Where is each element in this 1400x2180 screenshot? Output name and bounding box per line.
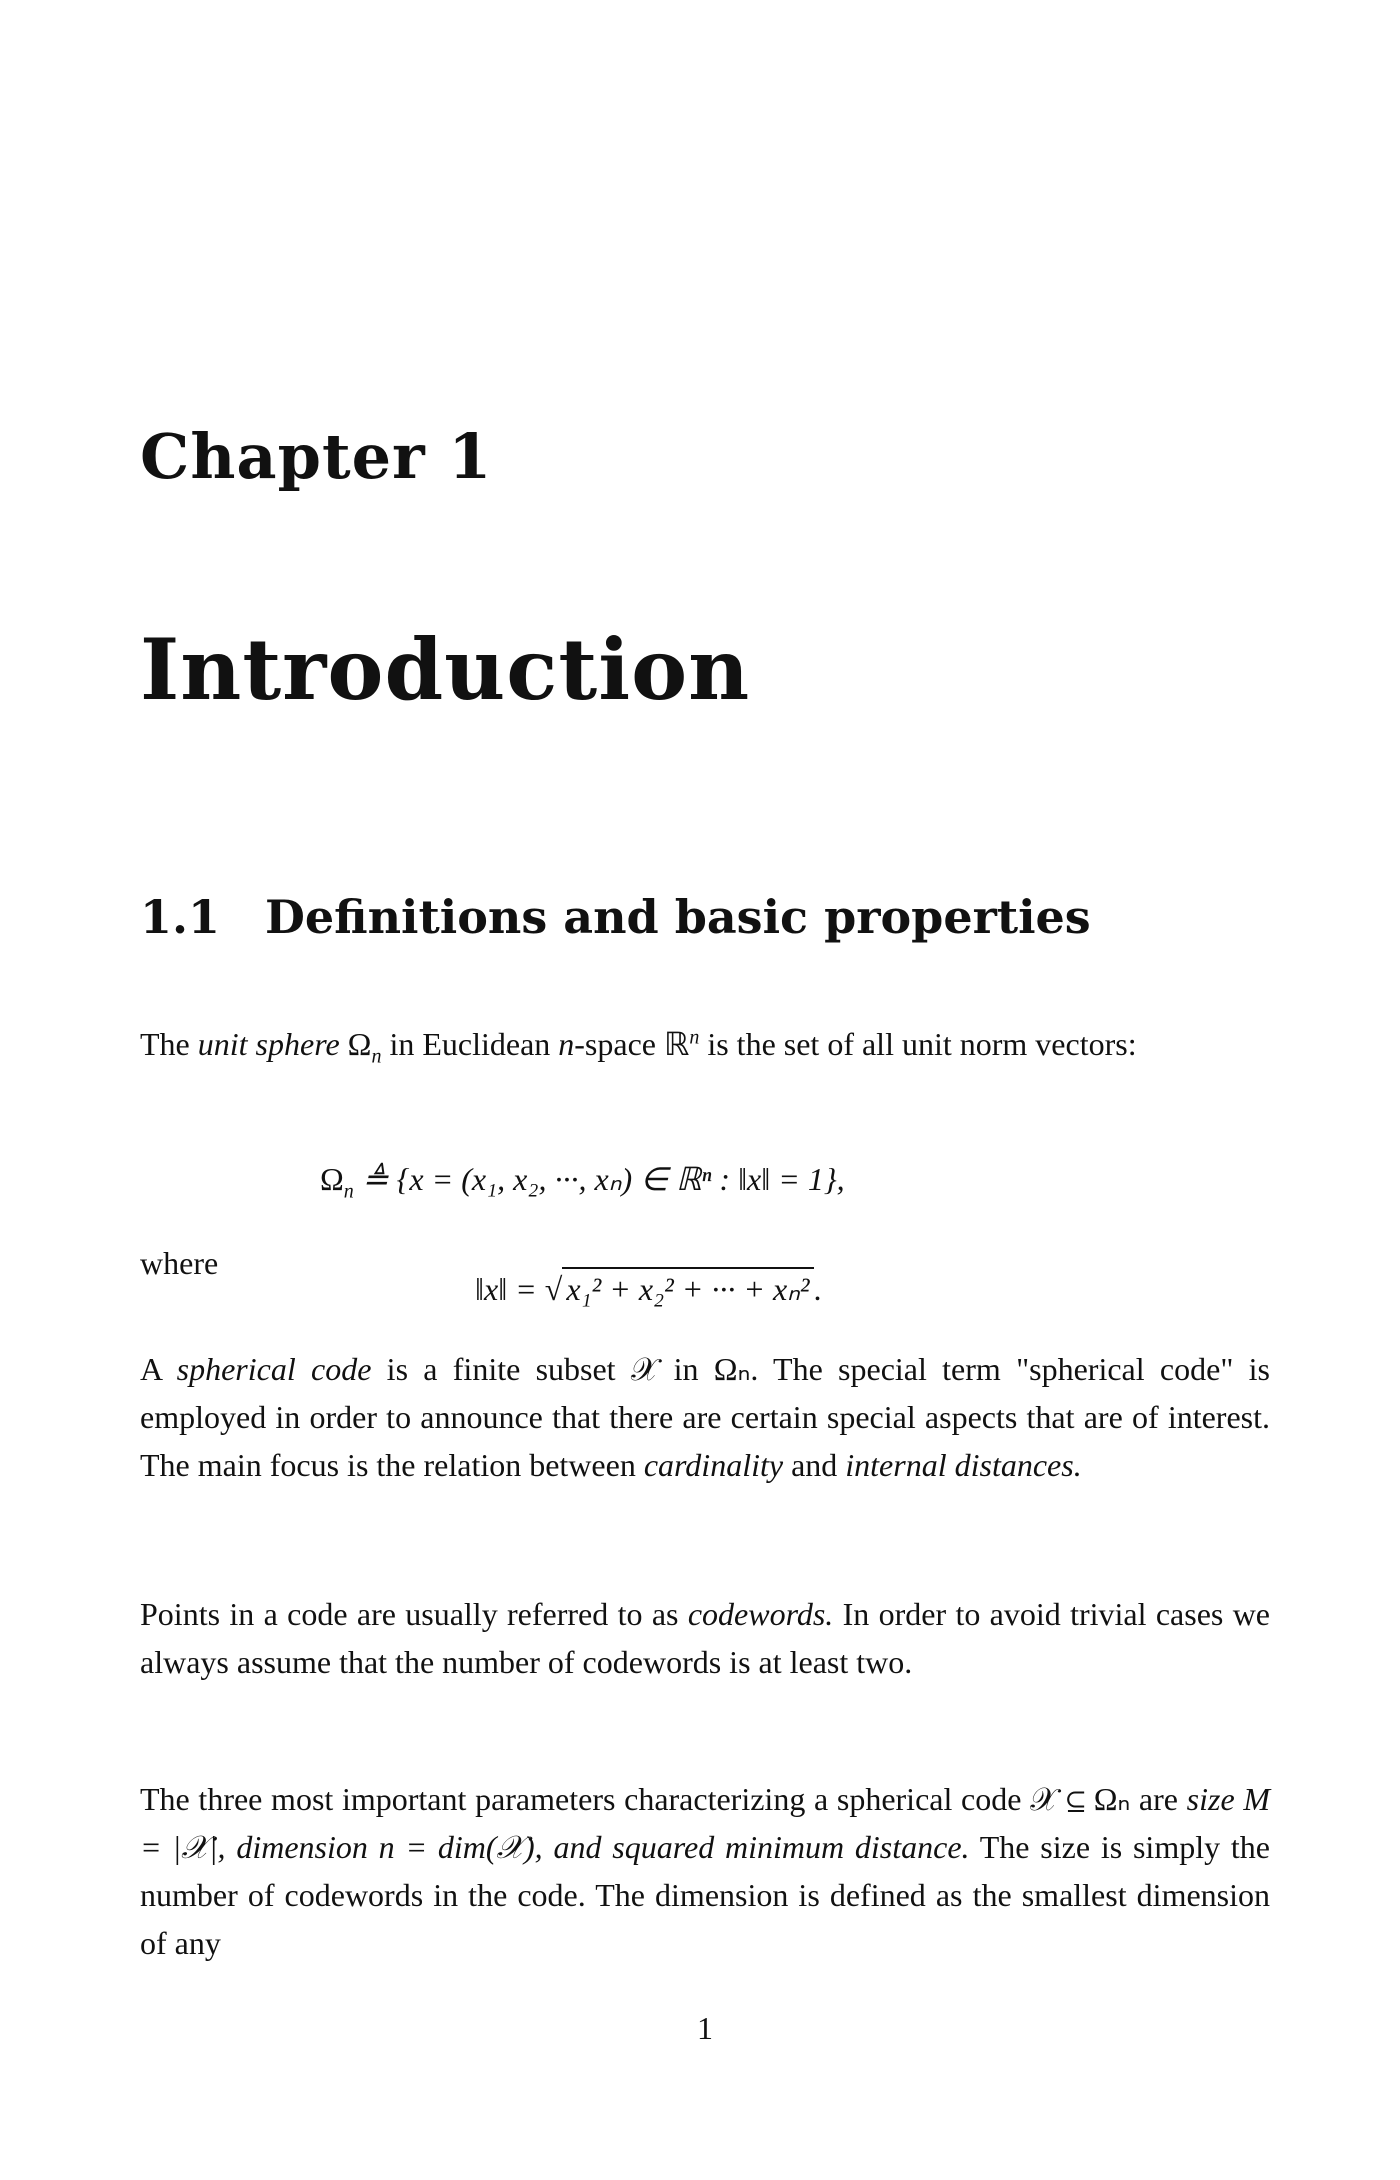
emphasis-unit-sphere: unit sphere — [197, 1026, 340, 1062]
emphasis-cardinality: cardinality — [643, 1447, 784, 1483]
text-run: The size is simply the number of codewords in the code. The dimension is defined as the smallest dimension of any — [140, 1829, 1270, 1961]
math-n: n — [558, 1026, 575, 1062]
section-title: Definitions and basic properties — [265, 890, 1091, 944]
equation-body: ≜ {x = (x₁, x₂, ···, xₙ) ∈ ℝⁿ : ‖x‖ = 1}, — [353, 1161, 845, 1197]
chapter-label: Chapter 1 — [140, 420, 493, 493]
emphasis-size: size — [1186, 1781, 1235, 1817]
where-label: where — [140, 1245, 219, 1281]
page-number: 1 — [697, 2010, 713, 2046]
equation-end: . — [813, 1271, 822, 1307]
text-run: The three most important parameters characterizing a spherical code 𝒳 ⊆ Ωₙ are — [140, 1781, 1187, 1817]
text-run: In order to avoid trivial cases we always assume that the number of codewords is at least two. — [140, 1596, 1271, 1680]
text-run: The — [140, 1026, 198, 1062]
emphasis-squared-minimum-distance: squared minimum distance. — [612, 1829, 970, 1865]
text-run: -space ℝ — [574, 1026, 690, 1062]
text-run: is the set of all unit norm vectors: — [699, 1026, 1137, 1062]
superscript-n: n — [689, 1026, 700, 1049]
text-run: Points in a code are usually referred to as — [140, 1596, 688, 1632]
paragraph-codewords — [140, 1590, 1270, 1686]
norm-lhs: ‖x‖ = — [475, 1271, 545, 1307]
text-run: and — [783, 1447, 846, 1483]
paragraph-parameters — [140, 1775, 1270, 1967]
paragraph-spherical-code — [140, 1345, 1270, 1489]
subscript-n: n — [371, 1045, 382, 1068]
math-size: M = |𝒳|, — [140, 1781, 1270, 1865]
math-dimension: n = dim(𝒳), and — [367, 1829, 613, 1865]
omega-symbol: Ω — [320, 1161, 344, 1197]
paragraph-unit-sphere — [140, 1020, 1270, 1068]
section-number: 1.1 — [140, 890, 221, 944]
equation-unit-sphere — [320, 1160, 845, 1203]
section-heading — [140, 890, 1091, 944]
text-run: in Euclidean — [381, 1026, 559, 1062]
subscript-n: n — [343, 1180, 354, 1203]
emphasis-dimension: dimension — [236, 1829, 368, 1865]
equation-norm — [475, 1270, 822, 1308]
emphasis-spherical-code: spherical code — [176, 1351, 372, 1387]
chapter-title: Introduction — [140, 620, 751, 719]
page — [140, 0, 1270, 2180]
emphasis-codewords: codewords. — [687, 1596, 834, 1632]
radicand: x₁² + x₂² + ··· + xₙ² — [562, 1267, 813, 1307]
emphasis-internal-distances: internal distances. — [845, 1447, 1082, 1483]
text-run: A — [140, 1351, 177, 1387]
text-run: Ω — [339, 1026, 372, 1062]
text-run: is a finite subset 𝒳 in Ωₙ. The special term "spherical code" is employed in order to announce that there are certain special aspects that are of interest. The main focus is the relation between — [140, 1351, 1271, 1483]
sqrt-symbol: √ x₁² + x₂² + ··· + xₙ² — [545, 1270, 814, 1308]
